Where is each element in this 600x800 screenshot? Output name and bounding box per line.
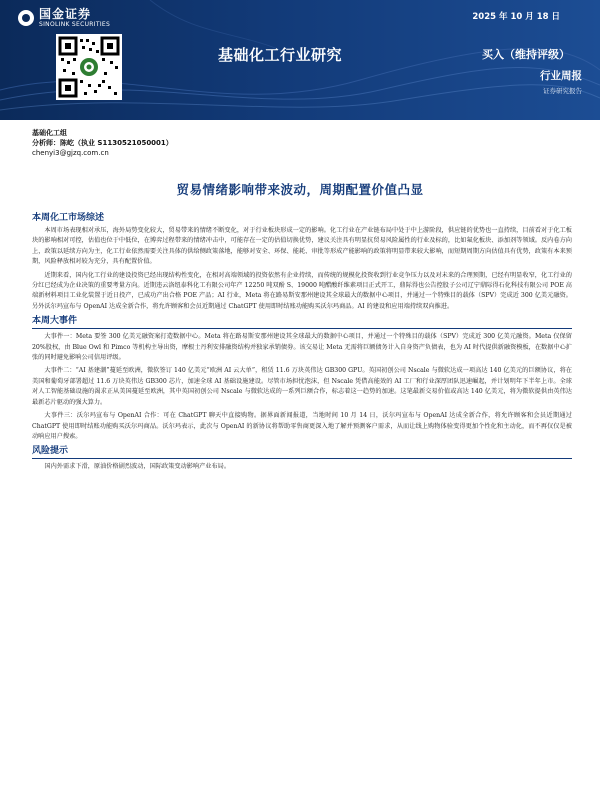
analyst-group: 基础化工组: [32, 129, 67, 137]
section-heading-market: 本周化工市场综述: [32, 213, 105, 223]
report-date: 2025 年 10 月 18 日: [472, 12, 560, 22]
market-paragraph-1: 本周市场表现相对承压，海外局势变化较大，贸易带来的情绪不断变化，对于行业板块形成一定的影响。化工行业在产业链布局中处于中上游阶段，供应链的优势也一直持续，目前看对于化工板块的影响相对可控，估值也位于中低位，在博弈过程带来的情绪冲击中，可能存在一定的估值切换优势，建议关注具有明显抗贸易风险属性的行业及标的，比如氟化板块、添加剂等领域。反内卷方向上，政策以延续方向为主，化工行业依然需要关注具体的供给侧政策落地，能够对安全、环保、能耗、审批等形成产能影响的政策将明显带来较大影响，而短期周期方向估值具有优势，政策有本来预期，风险释放相对较为充分，具有配置价值。: [32, 227, 572, 266]
logo-mark-icon: [18, 10, 34, 26]
report-main-title: 贸易情绪影响带来波动，周期配置价值凸显: [176, 182, 424, 197]
analyst-label: 分析师：: [32, 139, 60, 147]
analyst-name: 陈屹（执业 S1130521050001）: [60, 139, 173, 147]
analyst-info: [32, 128, 173, 158]
event-2: 大事件二：“AI 基建潮”蔓延至欧洲，微软签订 140 亿美元“欧洲 AI 云大单”，租赁 11.6 万块英伟达 GB300 GPU。英国初创公司 Nscale 与微软达成一项高达 140 亿美元的巨额协议，将在美国和葡萄牙部署超过 11.6 万块英伟达 GB300 芯片，加速全球 AI 基础设施建设。尽管市场担忧泡沫，但 Nscale 凭借高能效的 AI 工厂和行业深厚团队迅速崛起，并计划明年下半年上市。全球对人工智能基础设施的渴求正从美国蔓延至欧洲，其中英国初创公司 Nscale 与微软达成的一系列巨额合作，标志着这一趋势的加速。这笔最新交易价值或高达 140 亿美元，将为微软提供由英伟达最新芯片驱动的强大算力。: [32, 367, 572, 406]
header-banner: [0, 0, 600, 120]
report-body: [32, 212, 572, 473]
market-paragraph-2: 近期来看，国内化工行业的建设投资已经出现结构性变化，在相对高端领域的投资依然有企业持续，而传统的规模化投资收到行业竞争压力以及对未来的合理预期，已经有明显收窄，化工行业的分红已经成为企业决策的重要考量方向。近期违云洛纽泰科化工有限公司年产 12250 吨双酚 S、19000 吨醋酸纤维素项目正式开工，鼎际得也公告控股子公司辽宁鼎际得石化科技有限公司 POE 高端新材料项目工业化装置于近日投产，已成功产出合格 POE 产品；AI 行业，Meta 将在路易斯安那州建设其全球最大的数据中心项目，并通过一个特殊目的载体（SPV）完成近 300 亿美元融资。另外沃尔玛宣布与 OpenAI 达成全新合作，将允许顾客和会员近期通过 ChatGPT 使用即时结账功能购买沃尔玛商品。AI 的建设和应用端持续双向推进。: [32, 271, 572, 310]
section-heading-risk: 风险提示: [32, 445, 572, 459]
analyst-email[interactable]: chenyi3@gjzq.com.cn: [32, 149, 109, 157]
risk-paragraph: 国内外需求下滑，原油价格剧烈波动，国际政策变动影响产业布局。: [44, 463, 231, 471]
company-logo: [18, 8, 110, 28]
section-heading-events: 本周大事件: [32, 315, 572, 329]
event-3: 大事件三：沃尔玛宣布与 OpenAI 合作：可在 ChatGPT 聊天中直接购物。据界面新闻报道，当地时间 10 月 14 日，沃尔玛宣布与 OpenAI 达成全新合作，将允许顾客和会员近期通过 ChatGPT 使用即时结账功能购买沃尔玛商品。沃尔玛表示，此次与 OpenAI 的新协议将帮助零售商更深入地了解并预测客户需求，从而让线上购物体验变得更加个性化和主动化，而不再仅仅是被动响应用户搜索。: [32, 412, 572, 440]
rating-badge: 买入（维持评级）: [482, 48, 570, 61]
industry-title: 基础化工行业研究: [218, 46, 343, 64]
logo-name-en: SINOLINK SECURITIES: [39, 21, 111, 28]
qr-code-icon[interactable]: [56, 34, 122, 100]
report-type: 证券研究报告: [543, 87, 582, 95]
report-kind: 行业周报: [540, 70, 582, 82]
event-1: 大事件一：Meta 要签 300 亿美元融资案打造数据中心。Meta 将在路易斯安那州建设其全球最大的数据中心项目，并通过一个特殊目的载体（SPV）完成近 300 亿美元融资。Meta 仅保留 20%股权，由 Blue Owl 和 Pimco 等机构主导出资，摩根士丹利安排融资结构并独家承销债券。该交易让 Meta 无需将巨额债务计入自身资产负债表，也为 AI 时代提供新融资模板，在数据中心扩张的同时避免影响公司信用评级。: [32, 333, 572, 362]
analyst-line: [32, 138, 173, 148]
logo-name-cn: 国金证券: [39, 7, 92, 21]
